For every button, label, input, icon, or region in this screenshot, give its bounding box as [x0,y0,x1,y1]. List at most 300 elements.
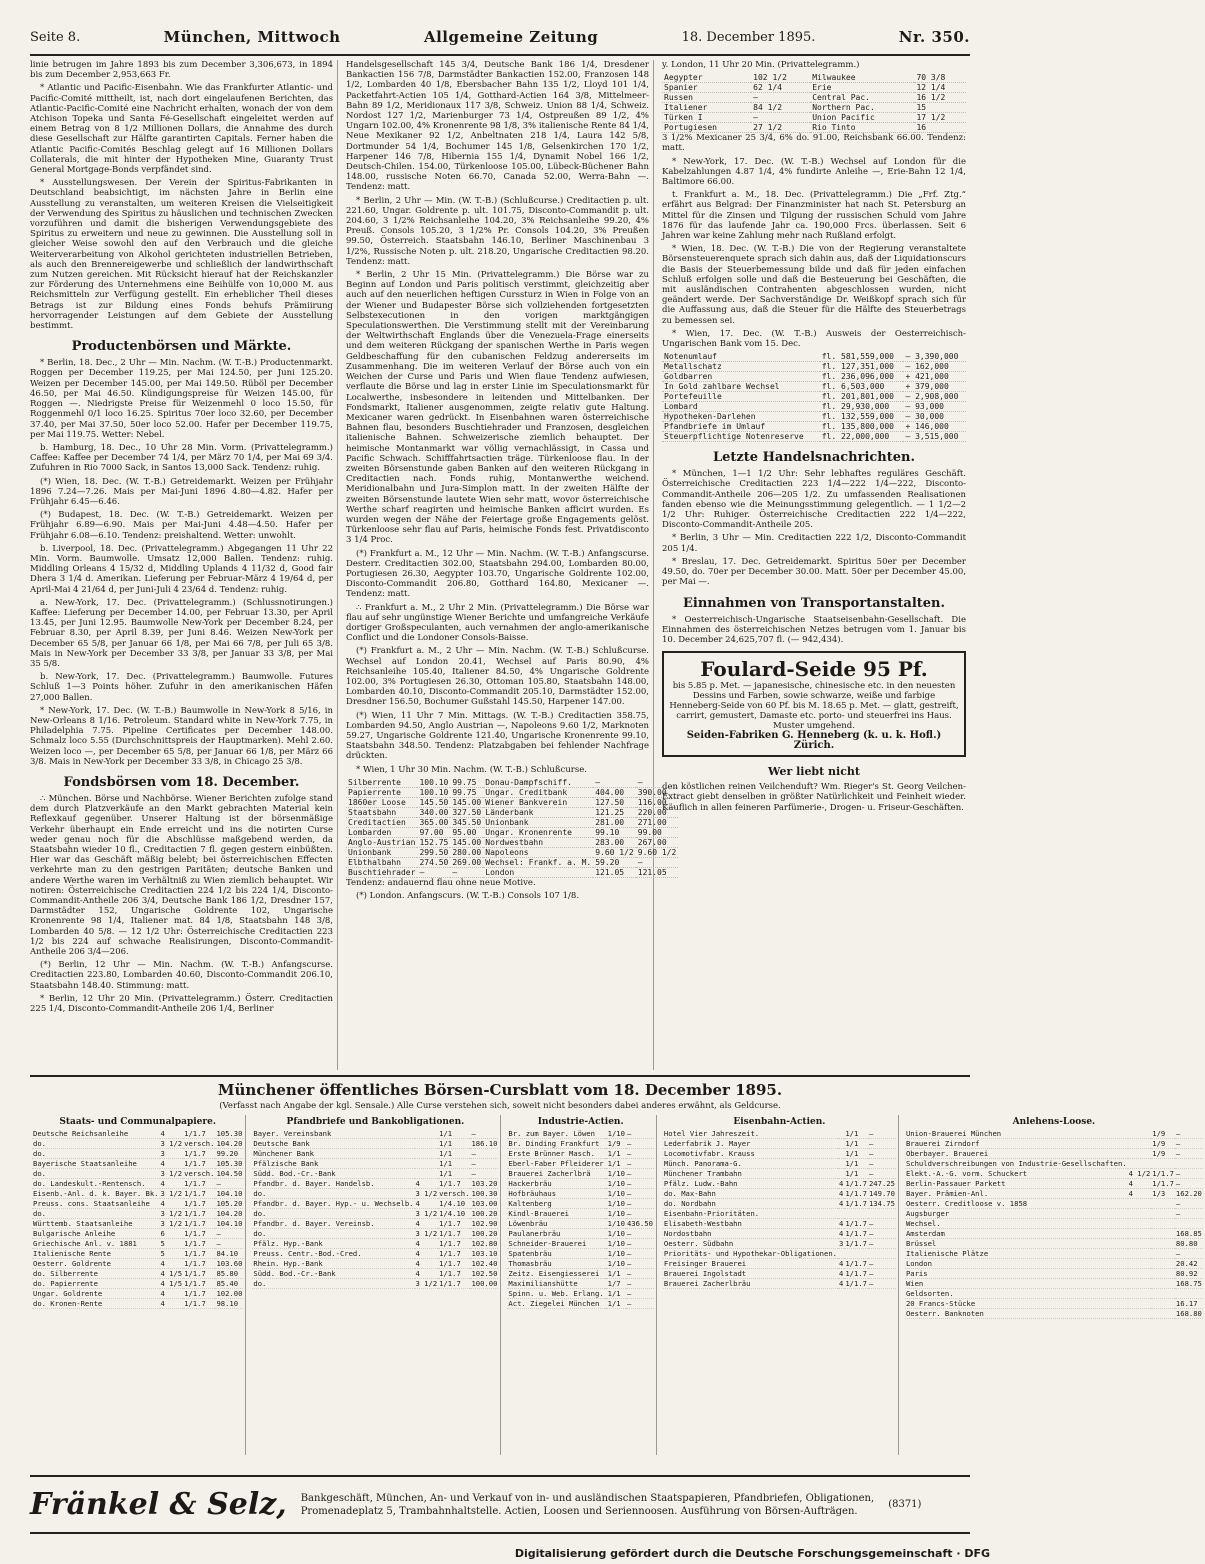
table-cell: 99.75 [450,778,483,788]
table-row [662,123,966,133]
veilchen-heading: Wer liebt nicht [768,765,860,779]
table-cell: Münchener Bank [252,1149,414,1159]
table-cell: Lederfabrik J. Mayer [663,1139,838,1149]
table-cell: Oesterr. Banknoten [905,1309,1128,1319]
table-cell: Pfandbr. d. Bayer. Vereinsb. [252,1219,414,1229]
table-cell [1128,1139,1152,1149]
kursblatt-column-heading: Pfandbriefe und Bankobligationen. [286,1117,465,1127]
table-cell: — [868,1139,896,1149]
table-cell: Pfälz. Ludw.-Bahn [663,1179,838,1189]
table-row [663,1279,896,1289]
table-cell: 1/9 [607,1139,626,1149]
muenchen-report: ∴ München. Börse und Nachbörse. Wiener Berichten zufolge stand dem durch Platzverkäufe an den Markt gebrachten Material kein Reflexkauf gegenüber. Unserer Haltung ist der börsenmäßige Verkehr überhaupt ein Ende erreicht und ins die notirten Curse weder genau noch für die Abschlüsse maßgebend werden, da Staatsbahn wieder 10 fl., Creditactien 7 fl. gegen gestern einbüßten. Hier war das Geschäft mäßig belebt; bei österreichischen Effecten verkehrte man zu den gestrigen Paritäten; deutsche Banken und andere Werthe waren im Verhältniß zu Wien ziemlich behauptet. Wir notiren: Österreichische Creditactien 224 1/2 bis 224 1/4, Disconto-Commandit-Antheile 206 3/4, Deutsche Bank 186 1/2, Dresdner 157, Darmstädter 152, Ungarische Goldrente 102, Ungarische Kronenrente 98 1/4, Italiener mat. 84 1/8, Staatsbahn 148 3/8, Lombarden 40 5/8. — 12 1/2 Uhr: Österreichische Creditactien 223 1/2 bis 224 auf schwache Realisirungen, Disconto-Commandit-Antheile 206 3/4—206. [30,794,333,958]
table-row [507,1199,653,1209]
table-row [507,1129,653,1139]
table-row [252,1179,498,1189]
kursblatt-table [252,1129,498,1289]
table-row [32,1269,243,1279]
table-cell: 4 [839,1269,844,1278]
table-cell: do. Nordbahn [663,1199,838,1209]
table-cell: do. [252,1189,414,1199]
table-cell [1151,1229,1175,1239]
einnahmen-heading: Einnahmen von Transportanstalten. [682,595,946,611]
table-cell: — [626,1229,654,1239]
table-cell: 4 [415,1179,439,1189]
table-cell: 1/1 [844,1129,868,1139]
table-cell [1128,1199,1152,1209]
table-cell: Erste Brünner Masch. [507,1149,604,1159]
table-cell: 3 1/2 [160,1139,183,1148]
table-row [905,1289,1203,1299]
table-cell: 1/4.10 [438,1199,470,1209]
table-cell: Maximilianshütte [507,1279,604,1289]
table-cell: 269.00 [452,857,482,867]
newspaper-title: Allgemeine Zeitung [423,28,599,46]
table-cell: 99.75 [450,787,483,797]
kursblatt-column-heading: Anlehens-Loose. [1012,1117,1096,1127]
table-cell: + 379,000 [903,382,966,392]
table-cell: Portugiesen [662,123,751,133]
newyork-report-2: b. New-York, 17. Dec. (Privattelegramm.) Baumwolle. Futures Schluß 1—3 Points höher. Zufuhr in den amerikanischen Häfen 27,000 Ballen. [30,672,333,703]
table-row [507,1169,653,1179]
table-cell: Paulanerbräu [507,1229,604,1239]
foulard-ad-text: bis 5.85 p. Met. — japanesische, chinesische etc. in den neuesten Dessins und Farben, sowie schwarze, weiße und farbige Henneberg-Seide von 60 Pf. bis M. 18.65 p. Met. — glatt, gestreift, carrirt, gemustert, Damaste etc. porto- und steuerfrei ins Haus. Muster umgehend. [669,681,959,732]
newyork-report-1: a. New-York, 17. Dec. (Privattelegramm.) (Schlussnotirungen.) Kaffee: Lieferung per December 14.00, per Februar 13.30, per April 13.45, per Juni 12.95. Baumwolle New-York per December 8.24, per Februar 8.30, per April 8.39, per Juni 8.46. Weizen New-York per December 65 5/8, per Januar 66 1/8, per Mai 66 7/8, per Juli 65 3/8. Mais in New-York per December 33 3/8, per Januar 33 3/8, per Mai 35 5/8. [30,597,333,669]
table-row [507,1179,653,1189]
table-cell: 102 1/2 [751,73,810,83]
table-row [346,857,678,867]
table-cell: — [1175,1249,1203,1259]
oeb-head: * Wien, 17. Dec. (W. T.-B.) Ausweis der Oesterreichisch-Ungarischen Bank vom 15. Dec. [662,328,966,350]
table-cell: Geldsorten. [905,1289,1128,1299]
table-cell [1128,1309,1152,1319]
table-cell: Aegypter [662,73,751,83]
table-cell: 9.60 1/2 [595,847,634,857]
frankfurt-schluss: (*) Frankfurt a. M., 2 Uhr — Min. Nachm. (W. T.-B.) Schlußcurse. Wechsel auf London 20.41, Wechsel auf Paris 80.90, 4% Reichsanleihe 105.40, Italiener 84.50, 4% Ungarische Goldrente 102.00, 3% Portugiesen 26.30, Ottoman 105.80, Staatsbahn 148.00, Lombarden 40.10, Disconto-Commandit 205.10, Darmstädter 152.00, Dresdner 156.50, Bochumer Gußstahl 145.50, Harpener 147.00. [346,646,649,708]
table-cell: Unionbank [483,817,593,827]
table-cell: Wiener Bankverein [483,797,593,807]
table-row [663,1199,896,1209]
wien-boersensteuer: * Wien, 18. Dec. (W. T.-B.) Die von der Regierung veranstaltete Börsensteuerenquete sprach sich dahin aus, daß der Liquidationscurs die Basis der Steuerbemessung bilde und daß für jeden einfachen Schluß erfolgen solle und daß die Besteuerung bei Geschäften, die mit ausländischen Contrahenten abgeschlossen wurden, nicht geändert werde. Der Sachverständige Dr. Weißkopf sprach sich für die Auffassung aus, daß die Steuer für die Hälfte des Steuerbetrags zu bemessen sei. [662,244,966,326]
table-cell: Kindl-Brauerei [507,1209,604,1219]
firm-description [301,1492,874,1518]
table-cell: + 146,000 [903,422,966,432]
table-row [346,797,678,807]
table-cell: 100.30 [471,1189,498,1198]
table-cell: 1/1.7 [183,1179,215,1189]
table-cell: 1/1 [844,1149,868,1159]
table-row [346,837,678,847]
table-cell: 134.75 [868,1199,895,1208]
table-cell: Oesterr. Creditloose v. 1858 [905,1199,1128,1209]
table-row [507,1159,653,1169]
table-cell: 162.20 [1175,1189,1202,1198]
table-cell: — [868,1239,896,1249]
kursblatt-table [32,1129,243,1309]
table-cell: London [905,1259,1128,1269]
table-cell: Eberl-Faber Pfleiderer [508,1159,604,1168]
table-cell: 4 1/2 [1128,1169,1151,1178]
table-cell: 12 1/4 [914,83,966,93]
table-cell: Locomotivfabr. Krauss [663,1149,838,1159]
table-cell: 1/1 [438,1129,470,1139]
table-cell: versch. [439,1189,470,1198]
table-cell: 1/10 [607,1179,625,1188]
table-row [905,1219,1203,1229]
table-cell [1175,1219,1203,1229]
issue-date: 18. December 1895. [681,29,816,45]
table-cell: 4 [160,1179,184,1189]
table-row [252,1209,498,1219]
table-cell: versch. [184,1139,215,1148]
table-cell [1128,1269,1152,1279]
table-row [252,1239,498,1249]
table-cell: Thomasbräu [507,1259,604,1269]
table-cell: fl. 581,559,000 [820,352,904,362]
kursblatt-subtitle: (Verfasst nach Angabe der kgl. Sensale.) Alle Curse verstehen sich, soweit nicht besonders dabei anderes erwähnt, als Geldcurse. [219,1101,781,1111]
table-cell: fl. 127,351,000 [820,362,904,372]
table-cell: Münch. Panorama-G. [663,1159,838,1169]
table-cell: — 93,000 [903,402,966,412]
table-row [662,432,966,442]
table-row [905,1149,1203,1159]
fonds-heading: Fondsbörsen vom 18. December. [63,775,300,790]
table-cell: 283.00 [593,837,636,847]
table-cell: 1/1.7 [183,1279,215,1289]
table-row [32,1129,243,1139]
table-cell: 4 [839,1219,844,1228]
table-cell: Pfälzische Bank [252,1159,414,1169]
table-row [346,867,678,877]
table-cell: Türken I [662,113,751,123]
table-cell: Münchener Trambahn [663,1169,838,1179]
table-cell: 1/1.7 [183,1209,215,1219]
table-cell: Milwaukee [810,73,914,83]
kursblatt-section [30,1075,1202,1467]
table-cell: Central Pac. [810,93,914,103]
table-cell: 1/1 [438,1169,470,1179]
newyork-report-3: * New-York, 17. Dec. (W. T.-B.) Baumwolle in New-York 8 5/16, in New-Orleans 8 1/16. Petroleum. Standard white in New-York 7.75, in Philadelphia 7.75. Pipeline Certificates per December 148.00. Schmalz loco 5.55 (Durchschnittspreis der Hauptmarken). Mehl 2.60. Weizen loco —, per December 65 5/8, per Januar 66 1/8, per März 66 3/8. Mais in New-York per December 33 3/8, in Chicago 25 3/8. [30,705,333,767]
table-cell: 1/1.7 [438,1249,470,1259]
london-head: y. London, 11 Uhr 20 Min. (Privattelegramm.) [662,60,860,70]
table-row [662,402,966,412]
table-cell: 3 [839,1239,844,1248]
table-cell: Südd. Bod.-Cr.-Bank [252,1269,414,1279]
table-cell: 1/1.7 [183,1289,215,1299]
london-course-table [662,73,966,133]
table-cell: 104.20 [216,1139,243,1148]
table-cell [415,1129,439,1139]
table-cell: — 2,908,000 [903,392,966,402]
table-cell [1151,1249,1175,1259]
table-cell: 1/10 [607,1209,625,1218]
table-cell: — [868,1129,896,1139]
table-row [252,1259,498,1269]
table-cell: Preuss. Centr.-Bod.-Cred. [252,1249,414,1259]
table-cell: Ungar. Kronenrente [483,827,593,837]
table-row [507,1219,653,1229]
kursblatt-table [663,1129,896,1289]
table-cell: 1/1.7 [183,1219,215,1229]
table-row [663,1269,896,1279]
table-cell [1128,1149,1152,1159]
table-cell: 1/1.7 [845,1179,867,1188]
table-cell: — [626,1279,654,1289]
table-row [662,83,966,93]
table-cell: 4 [839,1229,844,1238]
table-row [507,1149,653,1159]
table-cell: do. [32,1169,160,1179]
wien-mittag: (*) Wien, 11 Uhr 7 Min. Mittags. (W. T.-B.) Creditactien 358.75, Lombarden 94.50, Anglo Austrian —, Napoleons 9.60 1/2, Marknoten 59.27, Ungarische Goldrente 121.40, Ungarische Kronenrente 99.10, Staatsbahn 348.50. Tendenz: Platzabgaben bei fehlender Nachfrage drückten. [346,710,649,762]
table-cell: Steuerpflichtige Notenreserve [662,432,820,442]
table-cell: 1/1.7 [183,1129,215,1139]
table-cell: — [868,1279,896,1289]
table-row [32,1199,243,1209]
table-cell: Rio Tinto [810,123,914,133]
budapest-report: (*) Budapest, 18. Dec. (W. T.-B.) Getreidemarkt. Weizen per Frühjahr 6.89—6.90. Mais per Mai-Juni 4.48—4.50. Hafer per Frühjahr 6.08—6.10. Tendenz: preishaltend. Wetter: unwohlt. [30,510,333,541]
table-cell: Pfälz. Hyp.-Bank [252,1239,414,1249]
table-cell [1128,1249,1152,1259]
table-row [252,1199,498,1209]
table-cell: Donau-Dampfschiff. [483,778,593,788]
table-cell: 1/3 [1151,1189,1175,1199]
table-cell: 102.00 [216,1289,243,1298]
table-cell: Hotel Vier Jahreszeit. [663,1129,838,1139]
kursblatt-title: Münchener öffentliches Börsen-Cursblatt vom 18. December 1895. [217,1081,783,1099]
article-columns [30,60,970,1070]
table-cell: 1/10 [607,1259,625,1268]
foulard-ad-title: Foulard-Seide 95 Pf. [700,657,928,682]
table-cell: 3 1/2 [160,1169,183,1178]
table-cell: 102.80 [471,1239,498,1248]
table-cell: fl. 22,000,000 [820,432,904,442]
table-cell: 4 1/5 [160,1269,183,1278]
frankfurt-belgrad: t. Frankfurt a. M., 18. Dec. (Privattelegramm.) Die „Frf. Ztg.“ erfährt aus Belgrad: Der Finanzminister hat nach St. Petersburg an Mittel für die Zinsen und Tilgung der russischen Schuld vom Jahre 1876 für das laufende Jahr ca. 190,000 Frcs. überlassen. Seit 6 Jahren war keine Zahlung mehr nach Rußland erfolgt. [662,190,966,242]
table-cell: 105.30 [216,1129,243,1138]
table-row [905,1209,1203,1219]
table-cell: 299.50 [419,847,449,857]
table-cell: 1/1 [844,1169,868,1179]
table-cell: 15 [914,103,966,113]
table-cell: 3 [160,1149,184,1159]
table-cell: 1/1.7 [183,1239,215,1249]
table-row [662,103,966,113]
table-row [662,412,966,422]
table-cell: fl. 201,801,000 [820,392,904,402]
table-cell: 4 [160,1259,184,1269]
table-cell: 1/10 [607,1169,625,1178]
table-cell: 1/1.7 [183,1159,215,1169]
table-cell: 121.05 [636,867,679,877]
table-row [32,1179,243,1189]
table-cell: 1/7 [607,1279,626,1289]
table-row [663,1229,896,1239]
table-cell: Pfandbr. d. Bayer. Handelsb. [252,1179,414,1189]
table-cell: Creditactien [346,817,417,827]
table-cell: Staatsbahn [346,807,417,817]
table-row [346,847,678,857]
table-row [663,1219,896,1229]
frankfurt-anfang: (*) Frankfurt a. M., 12 Uhr — Min. Nachm. (W. T.-B.) Anfangscurse. Desterr. Creditactien 302.00, Staatsbahn 294.00, Lombarden 80.00, Portugiesen 26.30, Aegypter 103.70, Ungarische Goldrente 102.00, Disconto-Commandit 206.80, Gotthard 164.80, Mexicaner —. Tendenz: matt. [346,548,649,600]
london-note: 3 1/2% Mexicaner 25 3/4, 6% do. 91.00, Reichsbank 66.00. Tendenz: matt. [662,133,966,154]
table-cell: do. Max-Bahn [663,1189,838,1199]
table-row [662,392,966,402]
liverpool-report: b. Liverpool, 18. Dec. (Privattelegramm.) Abgegangen 11 Uhr 22 Min. Vorm. Baumwolle. Umsatz 12,000 Ballen. Tendenz: ruhig. Middling Orleans 4 15/32 d, Middling Uplands 4 11/32 d, Good fair Dhera 3 1/4 d. Amerikan. Lieferung per Februar-März 4 19/64 d, per April-Mai 4 21/64 d, per Juni-Juli 4 23/64 d. Tendenz: ruhig. [30,543,333,595]
table-cell: Hofbräuhaus [507,1189,604,1199]
table-row [663,1189,896,1199]
table-cell: — [1175,1199,1203,1209]
table-cell: Württemb. Staatsanleihe [32,1219,160,1229]
table-cell: — [1175,1129,1203,1139]
table-cell: 1/1.7 [438,1239,470,1249]
table-cell: — [868,1269,896,1279]
berlin-priv-2: * Berlin, 2 Uhr 15 Min. (Privattelegramm.) Die Börse war zu Beginn auf London und Paris politisch verstimmt, gleichzeitig aber auch auf den neuerlichen heftigen Curssturz in Wien in Folge von an der Wiener und Budapester Börse sich vollziehenden fortgesetzten Selbstexecutionen in den vorigen marktgängigen Speculationswerthen. Die Verstimmung stellt mit der Vereinbarung der Weltwirthschaft Englands über die Venezuela-Frage einerseits und dem weiteren Rückgang der spanischen Werthe in Paris wegen Geldbeschaffung für den cubanischen Feldzug andererseits im Zusammenhang. Die im weiteren Verlauf der Börse auch von ein Weichen der Curse und Paris und Wien flaue Tendenz aufwiesen, verflaute die Börse und lag in erster Linie im Speculationsmarkt für Localwerthe, insbesondere in leitenden und Mittelbanken. Der Fondsmarkt, Italiener ausgenommen, zeigte relativ gute Haltung. Mexicaner waren gedrückt. In Eisenbahnen waren österreichische Bahnen flau, besonders Buschtiehrader und Franzosen, desgleichen italienische Bahnen. Schweizerische ziemlich behauptet. Der heimische Montanmarkt war völlig vernachlässigt, in Cassa und Pacific Schwach. Schifffahrtsactien träge. Türkenloose flau. In der zweiten Börsenstunde gaben Banken auf den weiteren Rückgang in Creditactien nach. Fonds ruhig, Montanwerthe weichend. Meridionalbahn und Jura-Simplon matt. In der zweiten Hälfte der zweiten Börsenstunde lautete Wien sehr matt, wovor österreichische Werthe scharf reagirten und heimische Banken afficirt wurden. Es wurden wegen der Nähe der Feiertage große Engagements gelöst. Türkenloose sehr flau auf Paris, heimische Fonds fest. Privatdisconto 3 1/4 Proc. [346,270,649,546]
table-cell: 280.00 [452,847,482,857]
table-cell: — [626,1149,654,1159]
table-cell: — [868,1149,896,1159]
table-cell: 1/1 [607,1289,626,1299]
table-cell: 145.00 [452,797,482,807]
table-cell: — 162,000 [903,362,966,372]
table-cell: 1/9 [1151,1139,1175,1149]
table-cell: Berlin-Passauer Parkett [905,1179,1128,1189]
table-cell: Papierrente [346,787,417,797]
table-cell [415,1159,439,1169]
table-row [663,1209,896,1219]
table-cell: Italienische Plätze [905,1249,1128,1259]
table-cell: 103.20 [471,1179,498,1188]
table-row [346,817,678,827]
kursblatt-column-heading: Staats- und Communalpapiere. [59,1117,217,1127]
table-row [252,1129,498,1139]
table-cell: 104.50 [216,1169,243,1178]
table-cell: Notenumlauf [662,352,820,362]
london-anfang: (*) London. Anfangscurs. (W. T.-B.) Consols 107 1/8. [356,891,580,902]
table-cell: Augsburger [905,1209,1128,1219]
table-cell: 436.50 [626,1219,653,1228]
table-cell: — [1175,1169,1203,1179]
table-cell: Kaltenberg [507,1199,604,1209]
table-cell [1151,1259,1175,1269]
table-cell: — 30,000 [903,412,966,422]
ausstellung-article: * Ausstellungswesen. Der Verein der Spiritus-Fabrikanten in Deutschland beabsichtigt, im nächsten Jahre in Berlin eine Ausstellung zu veranstalten, um weiteren Kreisen die Vielseitigkeit der Verwendung des Spiritus zu häuslichen und technischen Zwecken vorzuführen und damit die bisherigen Verwendungsgebiete des Spiritus zu erweitern und neue zu gewinnen. Die Ausstellung soll in gleicher Weise sowohl den auf den Verbrauch und die gleiche Weiterverarbeitung von Alkohol gerichteten industriellen Betrieben, als auch den Brennereigewerbe und schließlich der landwirthschaft zum Nutzen gereichen. Mit Rücksicht hierauf hat der Reichskanzler zur Förderung des Unternehmens eine Beihülfe von 10,000 M. aus Reichsmitteln zur Verfügung gestellt. Ein erheblicher Theil dieses Betrags ist zur Bildung eines Fonds behufs Prämiirung hervorragender Leistungen auf dem Gebiete der Ausstellung bestimmt. [30,178,333,332]
table-cell: — [868,1259,896,1269]
table-cell: Bayerische Staatsanleihe [32,1159,160,1169]
table-cell: 1/10 [607,1199,625,1208]
table-cell: 1/9 [1151,1149,1175,1159]
table-cell: 1/1 [607,1159,626,1169]
kursblatt-column [30,1115,246,1455]
table-cell: 1/1 [844,1139,868,1149]
table-cell: — [215,1239,243,1249]
table-cell: Br. zum Bayer. Löwen [507,1129,604,1139]
table-cell: 1/1.7 [438,1279,470,1289]
table-cell: Deutsche Reichsanleihe [32,1129,160,1139]
firm-description-line-2: Promenadeplatz 5, Trambahnhaltstelle. Actien, Loosen und Seriennoosen. Ausführung von Börsen-Aufträgen. [300,1505,858,1517]
table-cell: 3 1/2 [160,1209,183,1218]
table-cell [1175,1289,1203,1299]
table-cell: Eisenb.-Anl. d. k. Bayer. Bk. [33,1189,159,1198]
table-cell: 1/1.7 [845,1259,867,1268]
table-cell: Spanier [662,83,751,93]
table-cell: 1/1.7 [438,1269,470,1279]
table-cell: 404.00 [593,787,636,797]
table-row [905,1239,1203,1249]
table-row [32,1219,243,1229]
veilchen-text: den köstlichen reinen Veilchenduft? Wm. Rieger's St. Georg Veilchen-Extract giebt denselben in größter Natürlichkeit und Feinheit wieder. Käuflich in allen feineren Parfümerie-, Drogen- u. Friseur-Geschäften. [662,782,966,813]
table-row [662,113,966,123]
table-cell: — [1175,1139,1203,1149]
table-cell: 1/1.7 [438,1179,470,1189]
table-cell: — [636,778,679,788]
table-cell [868,1209,896,1219]
table-row [905,1139,1203,1149]
table-cell: 1/1 [438,1159,470,1169]
kursblatt-table [507,1129,653,1309]
table-cell: Eisenbahn-Prioritäten. [663,1209,838,1219]
table-cell: London [483,867,593,877]
atlantic-article: * Atlantic und Pacific-Eisenbahn. Wie das Frankfurter Atlantic- und Pacific-Comité mittheilt, ist, nach dort eingelaufenen Berichten, das Atlantic-Pacific-Comité eine Nachricht erhalten, wonach der von dem Atchison Topeka und Santa Fé-Gesellschaft eingeleitet werden auf einem Betrag von 8 1/2 Millionen Dollars, die Annahme des durch diese Gesellschaft zur Hälfte garantirten Capitals. Ferner haben die Atlantic Pacific-Comités Beschlag gelegt auf 16 Millionen Dollars Collaterals, die mit hinter der Hypotheken Mine, Guaranty Trust General Mortgage-Bonds verpfändet sind. [30,83,333,176]
kursblatt-column-heading: Eisenbahn-Actien. [733,1117,826,1127]
table-row [32,1299,243,1309]
table-cell: 85.40 [215,1279,243,1289]
table-row [32,1279,243,1289]
table-row [507,1279,653,1289]
dfg-credit: Digitalisierung gefördert durch die Deutsche Forschungsgemeinschaft · DFG [514,1547,990,1560]
table-cell: 4 [415,1219,439,1229]
table-cell: 1/1.7 [183,1149,215,1159]
table-cell: Paris [905,1269,1128,1279]
table-cell [1128,1229,1152,1239]
column-3 [662,60,970,1070]
table-cell: 1/9 [1151,1129,1175,1139]
table-cell [1151,1159,1175,1169]
table-row [507,1209,653,1219]
table-cell: — [636,857,679,867]
berlin-report: * Berlin, 18. Dec., 2 Uhr — Min. Nachm. (W. T.-B.) Productenmarkt. Roggen per December 119.25, per Mai 124.50, per Juni 125.20. Weizen per December 145.00, per Mai 149.50. Rüböl per December 46.50, per Mai 46.50. Kündigungspreise für Weizen 145.00, für Roggen —. Niedrigste Preise für Weizenmehl 0 loco 15.50, für Roggenmehl 0/1 loco 16.25. Spiritus 70er loco 32.60, per December 37.40, per Mai 37.50, 50er loco 52.00. Hafer per December 119.75, per Mai 119.75. Wetter: Nebel. [30,358,333,440]
table-cell: 1/1.7 [1152,1179,1174,1188]
table-cell: Act. Ziegelei München [507,1299,604,1309]
table-cell: — [215,1179,243,1189]
table-cell: Silberrente [346,778,417,788]
table-cell: do. [252,1229,414,1239]
table-cell: 16 1/2 [914,93,966,103]
table-cell: 105.30 [216,1159,243,1168]
table-cell: Lombarden [346,827,417,837]
table-cell: 1/10 [607,1129,625,1138]
table-cell: Northern Pac. [810,103,914,113]
table-cell: 16.17 [1175,1299,1203,1309]
table-cell: Metallschatz [662,362,820,372]
table-cell: 4 1/5 [160,1279,183,1288]
table-cell: 100.10 [419,787,449,797]
table-cell: 121.25 [593,807,636,817]
table-cell: 1/1.7 [438,1259,470,1269]
table-row [346,787,678,797]
table-cell: 281.00 [593,817,636,827]
table-cell [1128,1299,1152,1309]
table-cell [844,1209,868,1219]
table-cell: + 421,000 [903,372,966,382]
table-row [507,1289,653,1299]
table-cell: 121.05 [593,867,636,877]
berlin-schluss: * Berlin, 2 Uhr — Min. (W. T.-B.) (Schlußcurse.) Creditactien p. ult. 221.60, Ungar. Goldrente p. ult. 101.75, Disconto-Commandit p. ult. 204.60, 3 1/2% Reichsanleihe 104.20, 3% Reichsanleihe 99.20, 4% Preuß. Consols 105.20, 3 1/2% Pr. Consols 104.20, 3% Preußen 99.50, Österreich. Staatsbahn 146.10, Berliner Maschinenbau 3 1/2%, Russische Noten p. ult. 218.20, Ungarische Creditactien 98.20. Tendenz: matt. [346,195,649,267]
table-row [663,1129,896,1139]
table-cell: Schneider-Brauerei [507,1239,604,1249]
table-cell [1151,1279,1175,1289]
table-cell: 4 [839,1279,844,1288]
kursblatt-column [661,1115,899,1455]
